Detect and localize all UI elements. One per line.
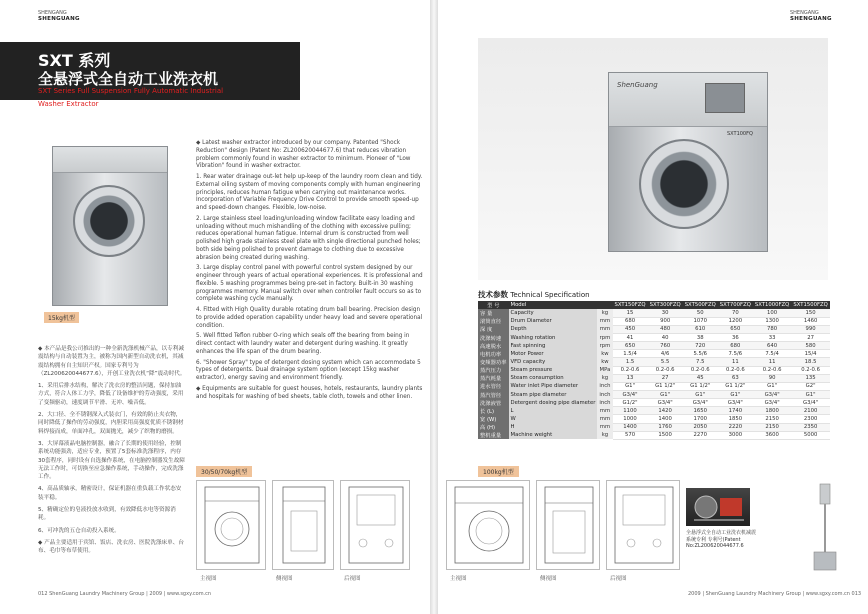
- spec-value: 990: [791, 325, 829, 333]
- spec-value: 0.2-0.6: [753, 366, 791, 374]
- spec-value: 3000: [718, 431, 753, 439]
- rear-view-svg: [607, 481, 681, 571]
- spec-value: 1200: [718, 317, 753, 325]
- en-paragraph: 2. Large stainless steel loading/unloading window facilitate easy loading and unloading without much mishandling of the clothing with excessive pulling; reduces operational human fatigue. Internal drum is constructed from well polished high grade stainless steel plate with single directional punched holes; both side being polished to prevent damage to clothing due to excessive abrasion being created during washing.: [196, 215, 421, 261]
- spec-value: 18.5: [791, 358, 829, 366]
- en-paragraph: 6. "Shower Spray" type of detergent dosing system which can accommodate 5 types of detergents. Dual drainage system option (except 15kg washer extractor), energy saving and environment friendly.: [196, 359, 421, 381]
- spec-value: 90: [753, 374, 791, 382]
- spec-value: G3/4": [753, 399, 791, 407]
- spec-value: 4/6: [648, 350, 683, 358]
- door-window: [73, 185, 145, 257]
- spec-value: 1650: [683, 407, 718, 415]
- spec-label-en: Depth: [509, 325, 598, 333]
- spec-value: 7.5: [683, 358, 718, 366]
- spec-value: 38: [683, 334, 718, 342]
- spec-value: 70: [718, 309, 753, 317]
- tech-title-cn: 技术参数: [478, 290, 508, 299]
- spec-value: G1 1/2": [648, 382, 683, 390]
- spec-value: 0.2-0.6: [718, 366, 753, 374]
- spec-value: G1/2": [613, 399, 648, 407]
- spec-value: G2": [791, 382, 829, 390]
- tech-spec-heading: [478, 289, 590, 300]
- spec-unit: kw: [597, 358, 612, 366]
- english-description: [196, 140, 424, 404]
- side-view-drawing: [536, 480, 600, 570]
- spec-value: 2300: [791, 415, 829, 423]
- spec-value: 5.5/6: [683, 350, 718, 358]
- spec-row: [478, 358, 830, 366]
- front-view-svg: [197, 481, 267, 571]
- en-paragraph: 3. Large display control panel with powerful control system designed by our engineer through years of actual operational experiences. It is professional and flexible. 5 washing programmes being pre-set in factory. Built-in 30 washing programmes memory. Manual switch over when controller fault occurs so as to complete washing cycle manually.: [196, 265, 423, 303]
- spec-label-en: Steam pipe diameter: [509, 391, 598, 399]
- spec-label-en: Water inlet Pipe diameter: [509, 382, 598, 390]
- caption-rear-view: 后视图: [344, 576, 361, 582]
- spec-label-en: Machine weight: [509, 431, 598, 439]
- spec-value: 5.5: [648, 358, 683, 366]
- spec-row: [478, 334, 830, 342]
- spec-value: 610: [683, 325, 718, 333]
- spec-value: G3/4": [683, 399, 718, 407]
- spec-label-en: Motor Power: [509, 350, 598, 358]
- suspension-svg: [686, 488, 750, 526]
- spec-label-cn: 深 度: [478, 325, 509, 333]
- spec-value: 1100: [613, 407, 648, 415]
- door-window: [639, 139, 729, 229]
- spec-unit: rpm: [597, 342, 612, 350]
- spec-value: G1": [683, 391, 718, 399]
- spec-label-en: L: [509, 407, 598, 415]
- cn-paragraph: 5、精确定位的皂液投放水收到，有效降低水电等资源消耗。: [38, 507, 176, 522]
- spec-value: 720: [683, 342, 718, 350]
- cn-paragraph: 2、大口径、全不锈钢深入式装衣门，有效的防止夹衣物，同时降低了操作的劳动强度，内胆采用高强度优质不锈钢材料焊接而成，单面冲孔，双面抛光，减少了织物的磨损。: [38, 412, 184, 435]
- tech-title-en: Technical Specification: [510, 291, 590, 299]
- header-cell: SXT150FZQ: [614, 302, 646, 309]
- header-cell: SXT700FZQ: [719, 302, 751, 309]
- spec-unit: MPa: [597, 366, 612, 374]
- en-paragraph: ◆ Latest washer extractor introduced by our company. Patented "Shock Reduction" design (Patent No: ZL200620044677.6) that reduces vibration problem commonly found in washer extractor to minimum. Pioneer of "Low Vibration" found in washer extractor.: [196, 140, 411, 170]
- front-view-svg: [447, 481, 531, 571]
- spec-row: [478, 309, 830, 317]
- title-cn-line2: 全悬浮式全自动工业洗衣机: [38, 70, 219, 88]
- model-tag: 15kg机型: [44, 312, 79, 323]
- spec-unit: inch: [599, 399, 611, 406]
- spec-value: G1": [613, 382, 648, 390]
- spec-value: 63: [718, 374, 753, 382]
- spec-value: 1500: [648, 431, 683, 439]
- caption-front-view: 主视图: [200, 576, 217, 582]
- spec-unit: kg: [597, 374, 612, 382]
- cn-paragraph: 3、大屏幕液晶电脑控制器，融合了长期的使用经验，控制系统功能强劲，适应专业，预置了5套标准洗涤程序，内存30套程序，同时设有自选操作系统，在电脑控制器发生故障无法工作时，可切换至应急操作系统，手动操作，完成洗涤工作。: [38, 440, 185, 481]
- product-photo-15kg: [38, 140, 180, 322]
- spec-label-cn: 进水管径: [478, 382, 509, 390]
- spec-unit: mm: [597, 407, 612, 415]
- side-unit-svg: [810, 482, 840, 574]
- spec-unit: mm: [597, 317, 612, 325]
- brand-logo: [790, 10, 832, 22]
- spec-value: 900: [648, 317, 683, 325]
- spec-label-en: Steam pressure: [509, 366, 598, 374]
- washer-image: [52, 146, 168, 306]
- spec-row: [478, 407, 830, 415]
- spec-value: 2100: [791, 407, 829, 415]
- spec-value: 1.5/4: [613, 350, 648, 358]
- header-cell: [597, 301, 612, 309]
- right-page: [438, 0, 868, 614]
- spec-value: 1400: [648, 415, 683, 423]
- spec-value: 640: [753, 342, 791, 350]
- spec-value: 1700: [683, 415, 718, 423]
- spec-row: [478, 399, 830, 407]
- spec-value: 1000: [613, 415, 648, 423]
- spec-value: 15/4: [791, 350, 829, 358]
- spec-unit: mm: [597, 423, 612, 431]
- spec-label-en: VFD capacity: [509, 358, 598, 366]
- spec-label-en: Capacity: [509, 309, 598, 317]
- patent-caption: 全悬浮式全自动工业洗衣机减震系统专利 专利号(Patent No:ZL200620044677.6: [686, 530, 757, 549]
- spec-label-en: W: [509, 415, 598, 423]
- chinese-description: [38, 345, 186, 560]
- spec-value: 13: [613, 374, 648, 382]
- spec-label-cn: 滚筒直径: [478, 317, 509, 325]
- spec-value: 480: [648, 325, 683, 333]
- spec-value: 570: [613, 431, 648, 439]
- brand-small: SHENGANG: [38, 10, 67, 16]
- brand-logo: [38, 10, 80, 22]
- spec-value: 1.5: [613, 358, 648, 366]
- spec-row: [478, 342, 830, 350]
- caption-front-view: 主视图: [450, 576, 467, 582]
- side-view-svg: [537, 481, 601, 571]
- spec-label-en: Drum Diameter: [509, 317, 598, 325]
- side-unit-image: [810, 482, 840, 574]
- spec-value: 2270: [683, 431, 718, 439]
- spec-value: 100: [753, 309, 791, 317]
- rear-view-svg: [341, 481, 411, 571]
- spec-value: 780: [753, 325, 791, 333]
- cn-paragraph: ◆ 产品主要适用于宾馆、饭店、洗衣房、医院洗涤床单、台布、毛巾等布草使用。: [38, 539, 184, 555]
- spec-label-cn: 洗涤转速: [478, 334, 509, 342]
- spec-table-body: [478, 309, 830, 439]
- rear-view-drawing: [606, 480, 680, 570]
- spec-value: G1": [718, 391, 753, 399]
- spec-value: G3/4": [718, 399, 753, 407]
- washer-image: [608, 72, 768, 252]
- spec-value: 135: [791, 374, 829, 382]
- rear-view-drawing: [340, 480, 410, 570]
- spec-label-cn: 电机功率: [478, 350, 509, 358]
- header-cell: SXT1000FZQ: [754, 302, 790, 309]
- spec-label-cn: 容 量: [478, 309, 509, 317]
- spec-value: G1": [791, 391, 829, 399]
- spec-table-header: [478, 301, 830, 309]
- spec-value: 7.5/6: [718, 350, 753, 358]
- en-paragraph: 5. Well fitted Teflon rubber O-ring which seals off the bearing from being in direct contact with laundry water and detergent during washing. It greatly enhances the life span of the drum bearing.: [196, 333, 410, 355]
- control-panel-display: [705, 83, 745, 113]
- spec-value: 2150: [753, 415, 791, 423]
- spec-value: 150: [791, 309, 829, 317]
- spec-row: [478, 431, 830, 439]
- title-en-line1: SXT Series Full Suspension Fully Automatic Industrial: [38, 87, 224, 95]
- cn-paragraph: 4、高品质轴承，精密设计，保证机器在重负载工作状态安装平稳。: [38, 486, 182, 501]
- spec-value: G3/4": [791, 399, 829, 407]
- spec-row: [478, 350, 830, 358]
- spec-value: 1800: [753, 407, 791, 415]
- spec-label-cn: 蒸汽耗量: [478, 374, 509, 382]
- spec-value: 1850: [718, 415, 753, 423]
- spec-label-cn: 洗涤液管: [478, 399, 509, 407]
- spec-label-cn: 高 (H): [478, 423, 509, 431]
- spec-value: 45: [683, 374, 718, 382]
- header-cell: SXT500FZQ: [684, 302, 716, 309]
- spec-value: 0.2-0.6: [613, 366, 648, 374]
- spec-value: 11: [753, 358, 791, 366]
- header-cell: Model: [509, 301, 598, 309]
- spec-value: G3/4": [613, 391, 648, 399]
- product-photo-100kg: [478, 38, 828, 280]
- spec-value: 11: [718, 358, 753, 366]
- spec-label-en: Detergent dosing pipe diameter: [510, 399, 596, 406]
- title-band: [0, 42, 300, 100]
- spec-value: G1 1/2": [683, 382, 718, 390]
- spec-value: 650: [613, 342, 648, 350]
- spec-value: 27: [791, 334, 829, 342]
- spec-unit: kw: [597, 350, 612, 358]
- spec-label-cn: 蒸汽压力: [478, 366, 509, 374]
- spec-value: G1": [753, 382, 791, 390]
- photo-model-label: SXT100FQ: [727, 131, 753, 137]
- cn-paragraph: 1、采用后排水结构，解决了洗衣房的整洁问题，保持加油方式，符合人体工力学，降低了设备维护的劳动强度，采用了变频驱动，速度调节平滑、无冲、噪音低。: [38, 383, 184, 406]
- spec-label-cn: 蒸汽管径: [478, 391, 509, 399]
- en-paragraph: 1. Rear water drainage out-let help up-keep of the laundry room clean and tidy. External oiling system of moving components comply with human engineering principles, reduces human fatigue when carrying out maintenance works. Incorporation of Variable Frequency Drive Control to provide smooth speed-up and speed-down changes. Flexible, low-noise.: [196, 174, 423, 211]
- left-page: [0, 0, 430, 614]
- spec-value: 7.5/4: [753, 350, 791, 358]
- cn-paragraph: ◆ 本产品是我公司推出的一种全新洗涤机械产品，以专利减震结构与自动装置为主，被称为国内新型自动洗衣机，其减震结构拥有自主知识产权。国家专利号为（ZL200620044677.6），开创工业洗衣机“降”震动时代。: [38, 346, 186, 377]
- spec-row: [478, 317, 830, 325]
- spec-unit: kg: [597, 309, 612, 317]
- spec-label-en: Steam consumption: [509, 374, 598, 382]
- side-view-drawing: [272, 480, 334, 570]
- suspension-system-photo: [686, 488, 750, 526]
- spec-row: [478, 382, 830, 390]
- spec-value: 36: [718, 334, 753, 342]
- spec-row: [478, 423, 830, 431]
- spec-unit: mm: [597, 415, 612, 423]
- en-paragraph: ◆ Equipments are suitable for guest houses, hotels, restaurants, laundry plants and hospitals for washing of bed sheets, table cloth, towels and other linen.: [196, 385, 423, 400]
- spec-value: 1740: [718, 407, 753, 415]
- spec-value: 41: [613, 334, 648, 342]
- cn-paragraph: 6、可冲洗的五仓自动投入系统。: [38, 527, 120, 534]
- spec-value: 2350: [791, 423, 829, 431]
- spec-row: [478, 415, 830, 423]
- spec-value: 3600: [753, 431, 791, 439]
- spec-label-cn: 高速脱水: [478, 342, 509, 350]
- caption-side-view: 侧视图: [540, 576, 557, 582]
- spec-unit: inch: [599, 383, 611, 390]
- spec-value: 2150: [753, 423, 791, 431]
- spec-value: 1070: [683, 317, 718, 325]
- photo-brand-text: ShenGuang: [617, 81, 658, 89]
- en-paragraph: 4. Fitted with High Quality durable rotating drum ball bearing. Precision design to provide added operation capability under heavy load and severe operational condition.: [196, 307, 423, 329]
- footer-left: 012 ShenGuang Laundry Machinery Group | 2009 | www.sgxy.com.cn: [38, 591, 212, 597]
- spec-value: 1460: [791, 317, 829, 325]
- spec-label-cn: 长 (L): [478, 407, 509, 415]
- spec-value: 1300: [753, 317, 791, 325]
- title-cn-line1: SXT 系列: [38, 51, 111, 70]
- spec-value: 30: [648, 309, 683, 317]
- header-cell: 型 号: [478, 301, 509, 309]
- spec-value: 50: [683, 309, 718, 317]
- spec-value: 0.2-0.6: [648, 366, 683, 374]
- spec-value: 680: [613, 317, 648, 325]
- spec-value: 1760: [648, 423, 683, 431]
- spec-label-en: Fast spinning: [509, 342, 598, 350]
- spec-value: 1400: [613, 423, 648, 431]
- brand-small: SHENGANG: [790, 10, 819, 16]
- title-en-line2: Washer Extractor: [38, 100, 99, 108]
- front-view-drawing: [196, 480, 266, 570]
- spec-row: [478, 374, 830, 382]
- spec-label-cn: 整机重量: [478, 431, 509, 439]
- spec-label-cn: 宽 (W): [478, 415, 509, 423]
- spec-value: 33: [753, 334, 791, 342]
- spec-value: 40: [648, 334, 683, 342]
- spec-row: [478, 366, 830, 374]
- spec-unit: mm: [597, 325, 612, 333]
- caption-rear-view: 后视图: [610, 576, 627, 582]
- drawing-section-tag: 100kg机型: [478, 466, 519, 477]
- brand-name: SHENGUANG: [790, 16, 832, 22]
- front-view-drawing: [446, 480, 530, 570]
- caption-side-view: 侧视图: [276, 576, 293, 582]
- spec-row: [478, 325, 830, 333]
- spec-value: 760: [648, 342, 683, 350]
- spec-value: 5000: [791, 431, 829, 439]
- drawing-section-tag: 30/50/70kg机型: [196, 466, 252, 477]
- footer-right: 2009 | ShenGuang Laundry Machinery Group | www.sgxy.com.cn 013: [688, 591, 862, 597]
- spec-value: 15: [613, 309, 648, 317]
- spec-value: 0.2-0.6: [791, 366, 829, 374]
- spec-label-en: H: [509, 423, 598, 431]
- spec-value: 580: [791, 342, 829, 350]
- spec-value: G1 1/2": [718, 382, 753, 390]
- spec-value: 450: [613, 325, 648, 333]
- spec-label-cn: 变频器功率: [478, 358, 509, 366]
- spec-value: 2220: [718, 423, 753, 431]
- spec-value: 0.2-0.6: [683, 366, 718, 374]
- spec-value: 650: [718, 325, 753, 333]
- spec-row: [478, 391, 830, 399]
- header-cell: SXT1500FZQ: [793, 302, 828, 309]
- spec-table: [478, 301, 830, 440]
- header-cell: SXT300FZQ: [649, 302, 681, 309]
- spec-value: G3/4": [753, 391, 791, 399]
- spec-label-en: Washing rotation: [509, 334, 598, 342]
- spec-unit: rpm: [597, 334, 612, 342]
- brand-name: SHENGUANG: [38, 16, 80, 22]
- spec-value: 2050: [683, 423, 718, 431]
- book-spine: [430, 0, 438, 614]
- spec-value: 27: [648, 374, 683, 382]
- spec-value: G3/4": [648, 399, 683, 407]
- spec-unit: kg: [597, 431, 612, 439]
- spec-value: 1420: [648, 407, 683, 415]
- side-view-svg: [273, 481, 335, 571]
- spec-value: 680: [718, 342, 753, 350]
- spec-value: G1": [648, 391, 683, 399]
- spec-unit: inch: [599, 391, 611, 398]
